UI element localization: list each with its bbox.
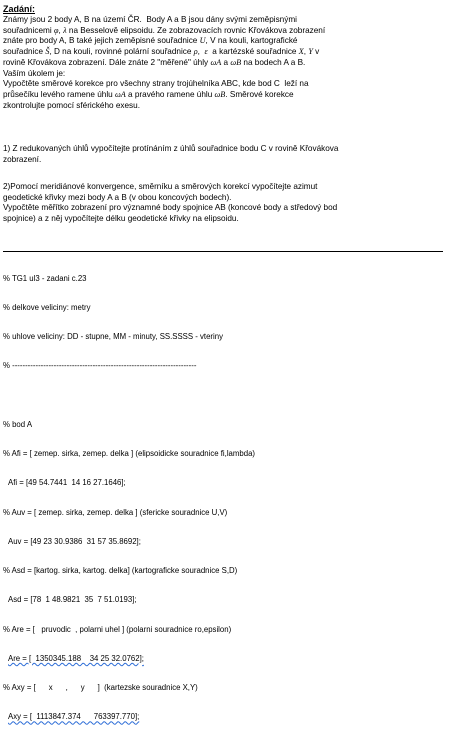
omega-a-symbol: ωA — [114, 89, 126, 99]
intro-line: a pravého ramene úhlu — [125, 89, 215, 99]
omega-a-symbol: ωA — [210, 57, 222, 67]
code-line: % Afi = [ zemep. sirka, zemep. delka ] (elipsoidicke souradnice fi,lambda) — [3, 449, 255, 458]
code-line: % uhlove veliciny: DD - stupne, MM - minuty, SS.SSSS - vteriny — [3, 332, 223, 341]
task-line: spojnice) a z něj vypočítejte délku geodetické křivky na elipsoidu. — [3, 214, 239, 224]
task-2-paragraph — [3, 182, 443, 225]
code-line: % Axy = [ x , y ] (kartezske souradnice X,Y) — [3, 683, 198, 692]
code-line: % bod A — [3, 419, 33, 429]
intro-line: Vypočtěte směrové korekce pro všechny strany trojúhelníka ABC, kde bod C leží na — [3, 79, 309, 89]
s-symbol: Š — [45, 47, 50, 57]
rho-symbol: ρ — [193, 47, 198, 57]
code-line: % Asd = [kartog. sirka, kartog. delka] (kartograficke souradnice S,D) — [3, 566, 238, 575]
intro-line: . Směrové korekce — [225, 89, 294, 99]
intro-line: , D na kouli, rovinné polární souřadnice — [49, 47, 194, 57]
intro-line: souřadnice — [3, 47, 46, 57]
code-line: Afi = [49 54.7441 14 16 27.1646]; — [8, 478, 126, 488]
phi-symbol: φ — [53, 25, 59, 35]
intro-line: , V na kouli, kartografické — [205, 36, 298, 46]
intro-line: průsečíku levého ramene úhlu — [3, 89, 115, 99]
code-line: Axy = [ 1113847.374 763397.770]; — [8, 712, 140, 722]
intro-line: a — [221, 57, 231, 67]
task-line: geodetické křivky mezi body A a B (v obou koncových bodech). — [3, 192, 232, 202]
intro-line: souřadnicemi — [3, 25, 54, 35]
x-symbol: X — [298, 47, 304, 57]
y-symbol: Y — [308, 47, 313, 57]
code-line: % TG1 ul3 - zadani c.23 — [3, 273, 87, 283]
epsilon-symbol: ε — [204, 47, 208, 57]
code-line: Auv = [49 23 30.9386 31 57 35.8692]; — [8, 536, 141, 546]
task-line: Vypočtěte měřítko zobrazení pro významné body spojnice AB (koncové body a středový bod — [3, 203, 338, 213]
u-symbol: U — [199, 36, 206, 46]
intro-line: Vaším úkolem je: — [3, 68, 66, 78]
intro-paragraph: Známy jsou 2 body A, B na území ČR. Body A a B jsou dány svými zeměpisnými souřadnicemi φ, λ na Besselově elipsoidu. Ze zobrazovacích rovnic Křovákova zobrazení znáte pro body A, B také jejich zeměpisné souřadnice U, V na kouli, kartografické souřadnice Š, D na kouli, rovinné polární souřadnice ρ, ε a kartézské souřadnice X, Y v rovině Křovákova zobrazení. Dále znáte 2 "měřené" úhly ωA a ωB na bodech A a B. Vaším úkolem je: Vypočtěte směrové korekce pro všechny strany trojúhelníka ABC, kde bod C leží na průsečíku levého ramene úhlu ωA a pravého ramene úhlu ωB. Směrové korekce zkontrolujte pomocí sférického exesu. — [3, 15, 326, 110]
code-line: Are = [ 1350345.188 34 25 32.0762]; — [8, 653, 144, 663]
assignment-heading: Zadání: — [3, 4, 36, 14]
code-line: % Are = [ pruvodic , polarni uhel ] (polarni souradnice ro,epsilon) — [3, 624, 232, 634]
matlab-code-block — [3, 254, 443, 742]
task-line: 1) Z redukovaných úhlů vypočítejte protínáním z úhlů souřadnice bodu C v rovině Křovákova — [3, 144, 339, 153]
code-line: % delkove veliciny: metry — [3, 302, 91, 312]
task-line: zobrazení. — [3, 154, 42, 164]
task-1-paragraph — [3, 144, 443, 165]
code-line — [3, 391, 443, 401]
intro-line: a kartézské souřadnice — [207, 47, 299, 57]
intro-line: znáte pro body A, B také jejich zeměpisné souřadnice — [3, 36, 200, 46]
code-line: Asd = [78 1 48.9821 35 7 51.0193]; — [8, 595, 137, 605]
intro-line: rovině Křovákova zobrazení. Dále znáte 2 "měřené" úhly — [3, 57, 211, 67]
separator-line — [3, 251, 443, 252]
lambda-symbol: λ — [63, 25, 67, 35]
intro-line: zkontrolujte pomocí sférického exesu. — [3, 100, 140, 110]
intro-line: na Besselově elipsoidu. Ze zobrazovacích rovnic Křovákova zobrazení — [66, 25, 326, 35]
intro-line: Známy jsou 2 body A, B na území ČR. Body A a B jsou dány svými zeměpisnými — [3, 15, 297, 24]
omega-b-symbol: ωB — [230, 57, 242, 67]
task-line: 2)Pomocí meridiánové konvergence, směrníku a směrových korekcí vypočítejte azimut — [3, 182, 318, 191]
omega-b-symbol: ωB — [214, 89, 226, 99]
intro-line: na bodech A a B. — [241, 57, 306, 67]
code-line: % Auv = [ zemep. sirka, zemep. delka ] (sfericke souradnice U,V) — [3, 507, 228, 517]
code-line: % ----------------------------------------------------------------------- — [3, 361, 197, 371]
